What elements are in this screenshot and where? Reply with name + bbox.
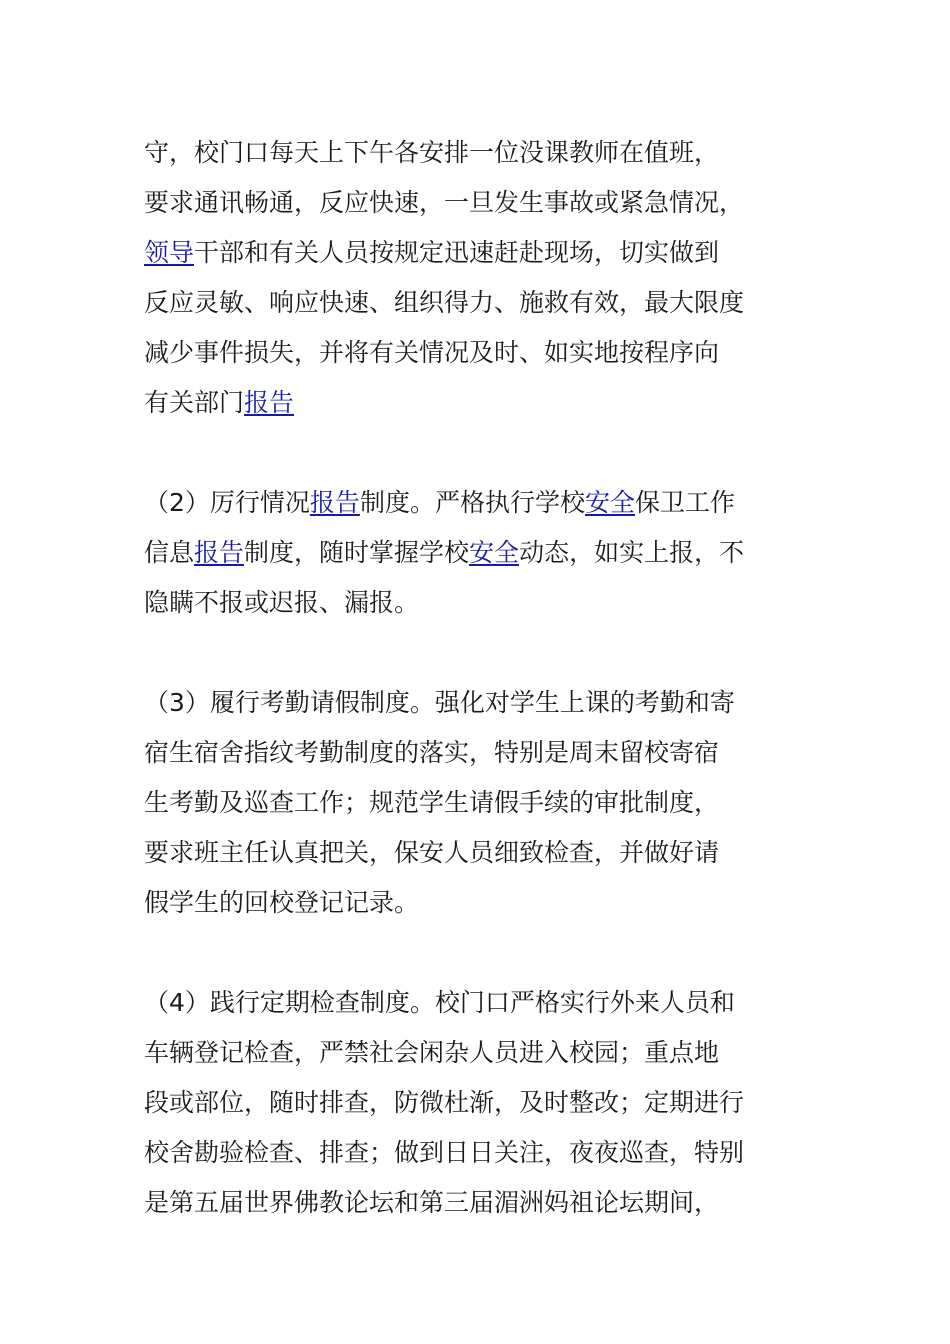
paragraph bbox=[144, 678, 808, 928]
text-segment: 信息 bbox=[144, 538, 195, 567]
paragraph-spacer bbox=[144, 428, 808, 478]
paragraph bbox=[144, 128, 808, 428]
text-line bbox=[144, 978, 808, 1028]
text-line bbox=[144, 278, 808, 328]
paragraph bbox=[144, 478, 808, 628]
hyperlink[interactable]: 报告 bbox=[309, 488, 360, 517]
text-segment: 隐瞒不报或迟报、漏报。 bbox=[144, 588, 420, 617]
hyperlink[interactable]: 安全 bbox=[469, 538, 520, 567]
text-line bbox=[144, 178, 808, 228]
text-segment: 校舍勘验检查、排查；做到日日关注，夜夜巡查，特别 bbox=[144, 1138, 745, 1167]
text-line bbox=[144, 578, 808, 628]
text-line bbox=[144, 1078, 808, 1128]
text-line bbox=[144, 528, 808, 578]
hyperlink[interactable]: 报告 bbox=[194, 538, 245, 567]
text-segment: 生考勤及巡查工作；规范学生请假手续的审批制度， bbox=[144, 788, 720, 817]
text-segment: 保卫工作 bbox=[634, 488, 735, 517]
text-segment: 假学生的回校登记记录。 bbox=[144, 888, 420, 917]
text-line bbox=[144, 128, 808, 178]
text-segment: 段或部位，随时排查，防微杜渐，及时整改；定期进行 bbox=[144, 1088, 745, 1117]
text-line bbox=[144, 678, 808, 728]
text-segment: 制度。严格执行学校 bbox=[359, 488, 585, 517]
text-segment: 是第五届世界佛教论坛和第三届湄洲妈祖论坛期间， bbox=[144, 1188, 720, 1217]
paragraph-spacer bbox=[144, 928, 808, 978]
text-line bbox=[144, 378, 808, 428]
text-segment: 制度，随时掌握学校 bbox=[244, 538, 470, 567]
text-segment: 要求班主任认真把关，保安人员细致检查，并做好请 bbox=[144, 838, 720, 867]
text-line bbox=[144, 1178, 808, 1228]
text-segment: 干部和有关人员按规定迅速赶赴现场，切实做到 bbox=[194, 238, 720, 267]
hyperlink[interactable]: 安全 bbox=[584, 488, 635, 517]
text-segment: 宿生宿舍指纹考勤制度的落实，特别是周末留校寄宿 bbox=[144, 738, 720, 767]
text-segment: 反应灵敏、响应快速、组织得力、施救有效，最大限度 bbox=[144, 288, 745, 317]
text-line bbox=[144, 828, 808, 878]
text-line bbox=[144, 478, 808, 528]
paragraph bbox=[144, 978, 808, 1228]
text-segment: （2）厉行情况 bbox=[144, 488, 310, 517]
text-line bbox=[144, 878, 808, 928]
text-segment: 车辆登记检查，严禁社会闲杂人员进入校园；重点地 bbox=[144, 1038, 720, 1067]
text-line bbox=[144, 228, 808, 278]
hyperlink[interactable]: 领导 bbox=[144, 238, 195, 267]
text-line bbox=[144, 328, 808, 378]
text-segment: 要求通讯畅通，反应快速，一旦发生事故或紧急情况， bbox=[144, 188, 745, 217]
text-line bbox=[144, 1128, 808, 1178]
text-segment: （3）履行考勤请假制度。强化对学生上课的考勤和寄 bbox=[144, 688, 735, 717]
text-segment: （4）践行定期检查制度。校门口严格实行外来人员和 bbox=[144, 988, 735, 1017]
text-segment: 有关部门 bbox=[144, 388, 245, 417]
text-line bbox=[144, 1028, 808, 1078]
text-line bbox=[144, 728, 808, 778]
hyperlink[interactable]: 报告 bbox=[244, 388, 295, 417]
paragraph-spacer bbox=[144, 628, 808, 678]
text-line bbox=[144, 778, 808, 828]
text-segment: 减少事件损失，并将有关情况及时、如实地按程序向 bbox=[144, 338, 720, 367]
document-body bbox=[144, 128, 808, 1228]
text-segment: 守，校门口每天上下午各安排一位没课教师在值班， bbox=[144, 138, 720, 167]
text-segment: 动态，如实上报，不 bbox=[519, 538, 745, 567]
